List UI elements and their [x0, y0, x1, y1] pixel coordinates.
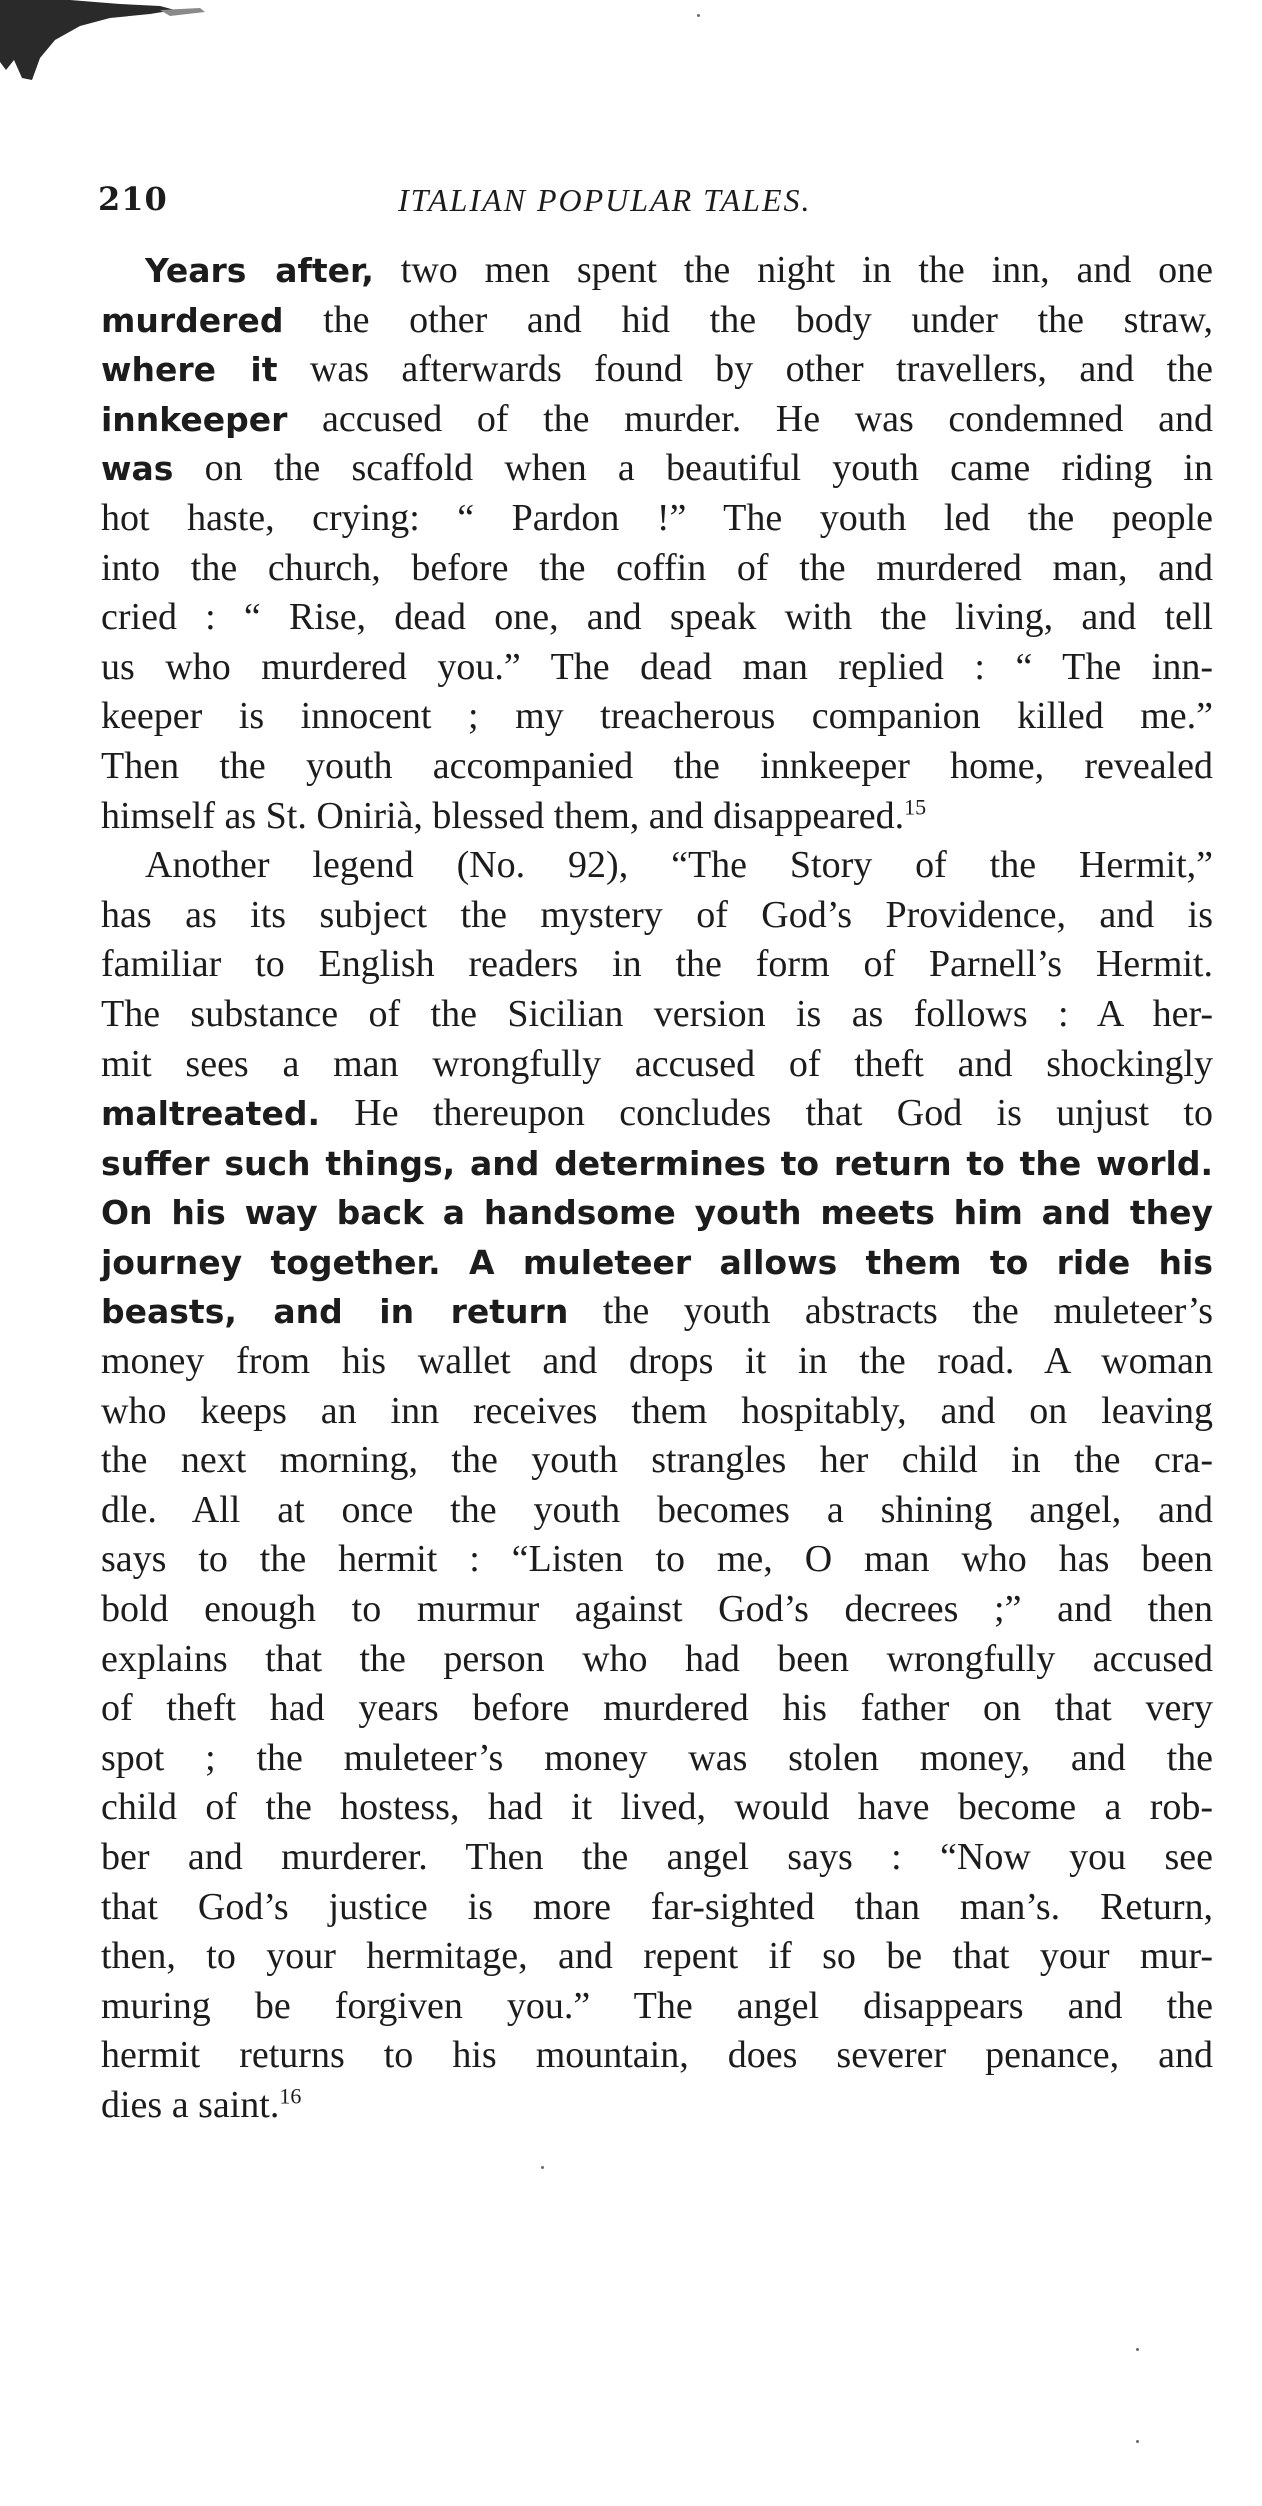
text-line: The substance of the Sicilian version is as follows : A her-: [101, 992, 1213, 1035]
paragraph-1: [101, 246, 1213, 841]
text-line: innkeeper accused of the murder. He was condemned and: [101, 397, 1213, 440]
footnote-ref: 15: [904, 793, 927, 819]
text-line: murdered the other and hid the body under the straw,: [101, 298, 1213, 341]
page-number: 210: [98, 180, 168, 218]
text-line: himself as St. Onirià, blessed them, and disappeared.$^{15}$: [101, 793, 927, 837]
text-line: bold enough to murmur against God’s decrees ;” and then: [101, 1588, 1213, 1631]
text-line: ber and murderer. Then the angel says : “Now you see: [101, 1836, 1213, 1878]
text-line: where it was afterwards found by other travellers, and the: [101, 348, 1214, 391]
text-line: spot ; the muleteer’s money was stolen money, and the: [101, 1736, 1213, 1779]
scan-ink-blot: [0, 0, 210, 90]
text-line: cried : “ Rise, dead one, and speak with the living, and tell: [101, 596, 1213, 639]
text-line: keeper is innocent ; my treacherous companion killed me.”: [101, 695, 1213, 738]
text-line: has as its subject the mystery of God’s Providence, and is: [101, 893, 1213, 936]
text-line: then, to your hermitage, and repent if so be that your mur-: [101, 1935, 1213, 1978]
footnote-ref: 16: [279, 2083, 302, 2109]
text-line: Another legend (No. 92), “The Story of the Hermit,”: [145, 844, 1213, 887]
text-line: says to the hermit : “Listen to me, O man who has been: [101, 1538, 1213, 1581]
text-line: maltreated. He thereupon concludes that God is unjust to: [101, 1092, 1213, 1135]
text-line: child of the hostess, had it lived, would have become a rob-: [101, 1786, 1213, 1829]
text-line: familiar to English readers in the form of Parnell’s Hermit.: [101, 943, 1213, 986]
running-title: ITALIAN POPULAR TALES.: [398, 182, 812, 218]
text-line: mit sees a man wrongfully accused of theft and shockingly: [101, 1042, 1213, 1085]
text-line: that God’s justice is more far-sighted than man’s. Return,: [101, 1885, 1213, 1928]
text-line: hot haste, crying: “ Pardon !” The youth led the people: [101, 496, 1213, 539]
text-line: muring be forgiven you.” The angel disappears and the: [101, 1984, 1213, 2027]
text-line: Years after, two men spent the night in the inn, and one: [145, 249, 1213, 291]
text-line: the next morning, the youth strangles her child in the cra-: [101, 1439, 1213, 1482]
text-line: us who murdered you.” The dead man replied : “ The inn-: [101, 645, 1213, 688]
text-line: dle. All at once the youth becomes a shining angel, and: [101, 1488, 1213, 1531]
text-line: suffer such things, and determines to return to the world.: [101, 1143, 1213, 1183]
text-line: Then the youth accompanied the innkeeper home, revealed: [101, 744, 1213, 787]
text-line: hermit returns to his mountain, does severer penance, and: [101, 2034, 1213, 2077]
text-line: On his way back a handsome youth meets him and they: [101, 1193, 1213, 1233]
text-line: dies a saint.$^{16}$: [101, 2083, 302, 2126]
text-line: into the church, before the coffin of the murdered man, and: [101, 546, 1213, 589]
page-header: [98, 180, 1220, 228]
scan-speck: [1136, 2440, 1139, 2443]
text-line: of theft had years before murdered his father on that very: [101, 1687, 1213, 1730]
scan-speck: [697, 14, 700, 17]
text-line: beasts, and in return the youth abstracts the muleteer’s: [101, 1290, 1213, 1333]
scan-speck: [541, 2166, 544, 2169]
text-line: was on the scaffold when a beautiful youth came riding in: [101, 447, 1213, 490]
text-line: explains that the person who had been wrongfully accused: [101, 1637, 1213, 1680]
scan-speck: [1136, 2348, 1139, 2351]
text-line: money from his wallet and drops it in the road. A woman: [101, 1340, 1213, 1383]
paragraph-2: [101, 841, 1213, 2130]
body-text: [101, 246, 1213, 2131]
text-line: journey together. A muleteer allows them to ride his: [101, 1242, 1213, 1282]
text-line: who keeps an inn receives them hospitably, and on leaving: [101, 1389, 1213, 1432]
